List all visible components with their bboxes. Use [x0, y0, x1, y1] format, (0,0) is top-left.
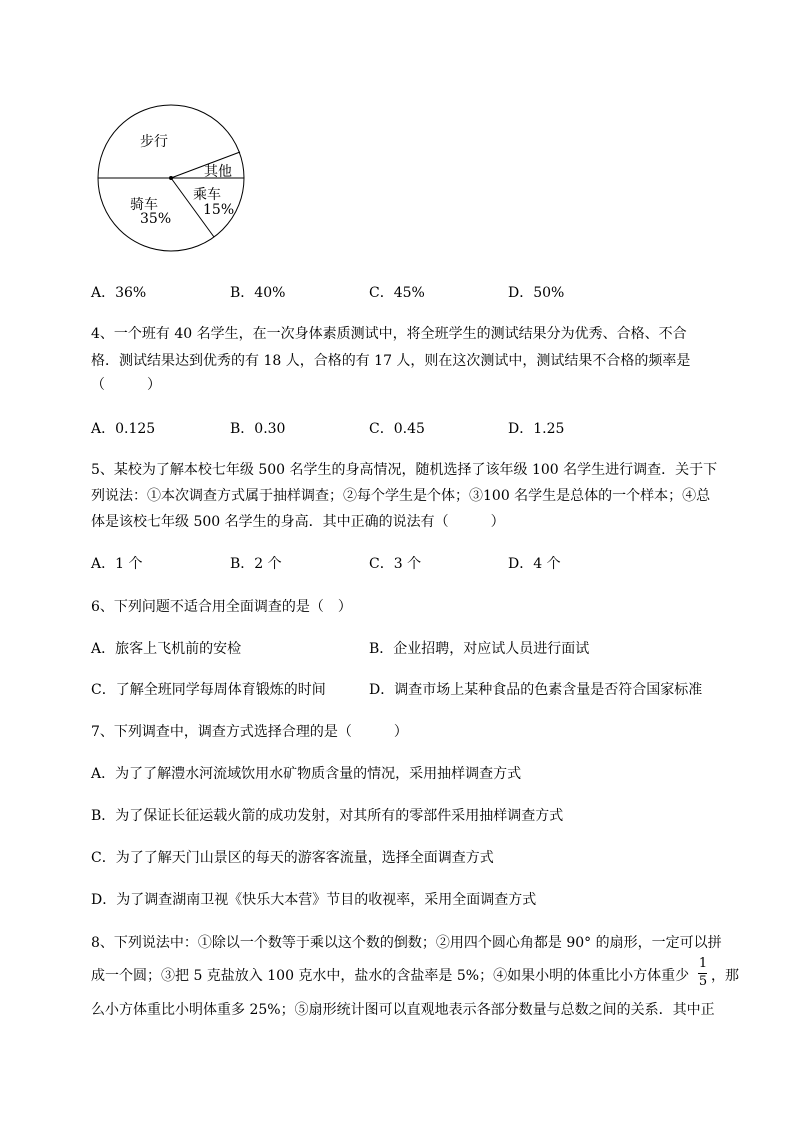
q5-option-a: A．1 个 [91, 556, 143, 572]
pie-center [169, 176, 173, 180]
q5-option-b: B．2 个 [230, 556, 282, 572]
q6-option-d: D．调查市场上某种食品的色素含量是否符合国家标准 [369, 682, 703, 698]
q4-option-d: D．1.25 [508, 421, 565, 437]
q4-stem-line-1: 4、一个班有 40 名学生，在一次身体素质测试中，将全班学生的测试结果分为优秀、合格、不合 [91, 326, 687, 342]
q7-stem: 7、下列调查中，调查方式选择合理的是（ ） [91, 724, 408, 740]
pie-label-bike: 骑车 [130, 197, 158, 213]
q8-stem-line-1: 8、下列说法中：①除以一个数等于乘以这个数的倒数；②用四个圆心角都是 90° 的扇形，一定可以拼 [91, 935, 722, 951]
q4-option-b: B．0.30 [230, 421, 286, 437]
q3-option-d: D．50% [508, 285, 565, 301]
pie-label-ride-percent: 15% [203, 202, 235, 218]
q6-option-b: B．企业招聘，对应试人员进行面试 [369, 641, 590, 657]
q4-stem-line-3: （ ） [91, 377, 161, 393]
q8-stem-line-3: 么小方体重比小明体重多 25%；⑤扇形统计图可以直观地表示各部分数量与总数之间的关系．其中正 [91, 1002, 715, 1018]
q4-option-a: A．0.125 [91, 421, 156, 437]
q5-option-d: D．4 个 [508, 556, 561, 572]
q6-stem: 6、下列问题不适合用全面调查的是（ ） [91, 599, 352, 615]
q6-option-c: C．了解全班同学每周体育锻炼的时间 [91, 682, 326, 698]
q8-stem-line-2b: ，那 [711, 968, 739, 984]
pie-label-other: 其他 [204, 164, 232, 180]
q8-stem-line-2a: 成一个圆；③把 5 克盐放入 100 克水中，盐水的含盐率是 5%；④如果小明的体重比小方体重少 [91, 968, 690, 984]
q7-option-d: D．为了调查湖南卫视《快乐大本营》节目的收视率，采用全面调查方式 [91, 892, 537, 908]
q3-option-a: A．36% [91, 285, 147, 301]
q3-option-b: B．40% [230, 285, 286, 301]
q4-stem-line-2: 格．测试结果达到优秀的有 18 人，合格的有 17 人，则在这次测试中，测试结果不合格的频率是 [91, 353, 691, 369]
fraction-denominator: 5 [698, 974, 708, 989]
fraction-numerator: 1 [698, 956, 708, 971]
q5-stem-line-3: 体是该校七年级 500 名学生的身高．其中正确的说法有（ ） [91, 514, 505, 530]
pie-label-bike-percent: 35% [140, 211, 172, 227]
pie-label-ride: 乘车 [193, 187, 221, 203]
q7-option-c: C．为了了解天门山景区的每天的游客客流量，选择全面调查方式 [91, 850, 494, 866]
q7-option-b: B．为了保证长征运载火箭的成功发射，对其所有的零部件采用抽样调查方式 [91, 808, 564, 824]
q7-option-a: A．为了了解澧水河流域饮用水矿物质含量的情况，采用抽样调查方式 [91, 766, 522, 782]
q4-option-c: C．0.45 [369, 421, 425, 437]
q5-stem-line-1: 5、某校为了解本校七年级 500 名学生的身高情况，随机选择了该年级 100 名学生进行调查．关于下 [91, 462, 718, 478]
q3-option-c: C．45% [369, 285, 425, 301]
q6-option-a: A．旅客上飞机前的安检 [91, 641, 242, 657]
q5-option-c: C．3 个 [369, 556, 422, 572]
q5-stem-line-2: 列说法：①本次调查方式属于抽样调查；②每个学生是个体；③100 名学生是总体的一个样本；④总 [91, 488, 711, 504]
pie-label-walk: 步行 [140, 134, 168, 150]
